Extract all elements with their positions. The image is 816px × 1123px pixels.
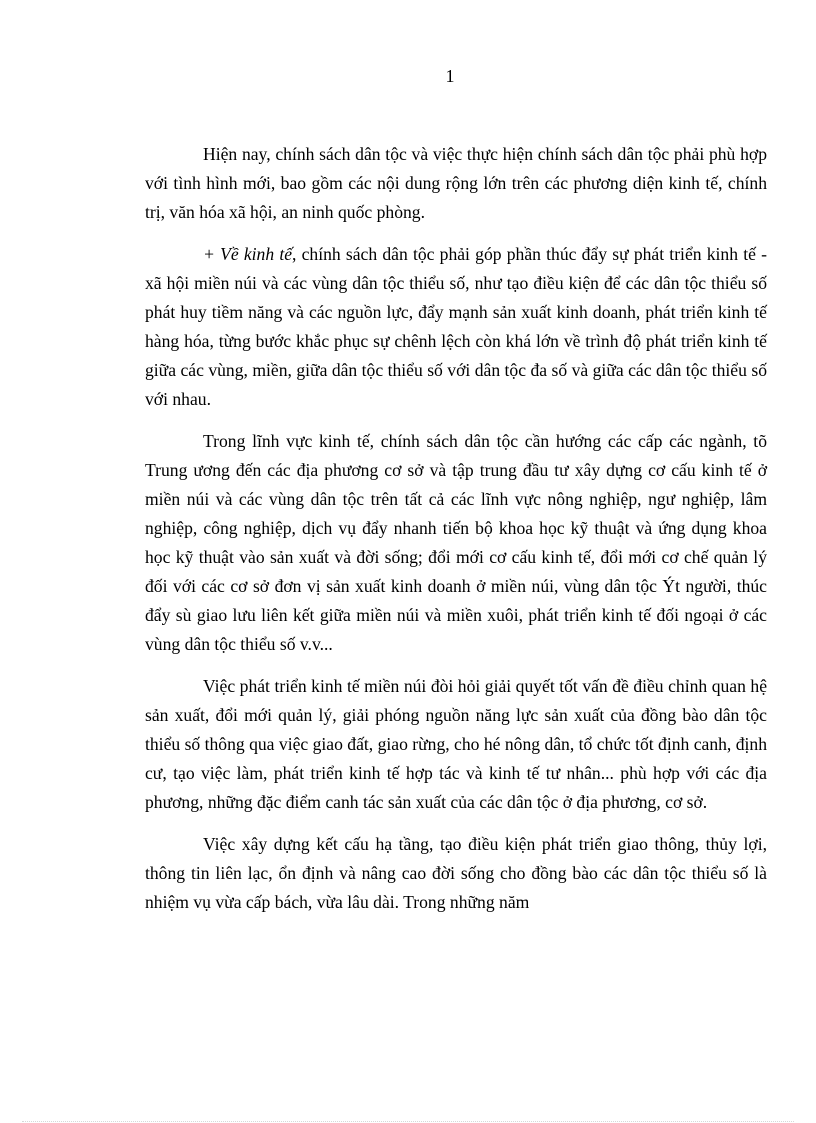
paragraph-text: Việc xây dựng kết cấu hạ tầng, tạo điều kiện phát triển giao thông, thủy lợi, thông tin liên lạc, ổn định và nâng cao đời sống cho đồng bào các dân tộc thiểu số là nhiệm vụ vừa cấp bách, vừa lâu dài. Trong những năm [145, 834, 767, 912]
document-body [145, 140, 767, 917]
paragraph-text: Hiện nay, chính sách dân tộc và việc thực hiện chính sách dân tộc phải phù hợp với tình hình mới, bao gồm các nội dung rộng lớn trên các phương diện kinh tế, chính trị, văn hóa xã hội, an ninh quốc phòng. [145, 144, 767, 222]
section-lead-economy: + Về kinh tế [203, 244, 293, 264]
paragraph-text: Trong lĩnh vực kinh tế, chính sách dân tộc cần hướng các cấp các ngành, tõ Trung ương đến các địa phương cơ sở và tập trung đầu tư xây dựng cơ cấu kinh tế ở miền núi và các vùng dân tộc trên tất cả các lĩnh vực nông nghiệp, ngư nghiệp, lâm nghiệp, công nghiệp, dịch vụ đẩy nhanh tiến bộ khoa học kỹ thuật và ứng dụng khoa học kỹ thuật vào sản xuất và đời sống; đổi mới cơ cấu kinh tế, đổi mới cơ chế quản lý đối với các cơ sở đơn vị sản xuất kinh doanh ở miền núi, vùng dân tộc Ýt người, thúc đẩy sù giao lưu liên kết giữa miền núi và miền xuôi, phát triển kinh tế đối ngoại ở các vùng dân tộc thiểu số v.v... [145, 431, 767, 654]
paragraph-text: , chính sách dân tộc phải góp phần thúc đẩy sự phát triển kinh tế - xã hội miền núi và các vùng dân tộc thiểu số, như tạo điều kiện để các dân tộc thiểu số phát huy tiềm năng và các nguồn lực, đẩy mạnh sản xuất kinh doanh, phát triển kinh tế hàng hóa, từng bước khắc phục sự chênh lệch còn khá lớn về trình độ phát triển kinh tế giữa các vùng, miền, giữa dân tộc thiểu số với dân tộc đa số và giữa các dân tộc thiểu số với nhau. [145, 244, 767, 409]
paragraph-text: Việc phát triển kinh tế miền núi đòi hỏi giải quyết tốt vấn đề điều chỉnh quan hệ sản xuất, đổi mới quản lý, giải phóng nguồn năng lực sản xuất của đồng bào dân tộc thiểu số thông qua việc giao đất, giao rừng, cho hé nông dân, tổ chức tốt định canh, định cư, tạo việc làm, phát triển kinh tế hợp tác và kinh tế tư nhân... phù hợp với các địa phương, những đặc điểm canh tác sản xuất của các dân tộc ở địa phương, cơ sở. [145, 676, 768, 812]
paragraph-intro [145, 140, 767, 227]
paragraph-economy [145, 240, 767, 414]
paragraph-infrastructure [145, 830, 767, 917]
page-bottom-rule [22, 1121, 794, 1122]
page-number: 1 [445, 66, 455, 86]
paragraph-economic-field [145, 427, 767, 659]
paragraph-mountain-development [145, 672, 767, 817]
